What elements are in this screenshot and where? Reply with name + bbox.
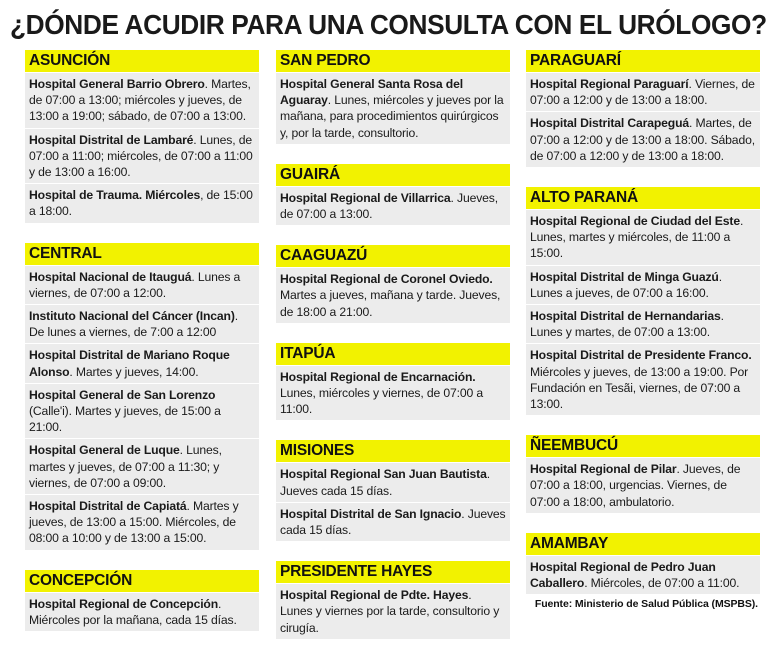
hospital-schedule: . Lunes, martes y jueves, de 07:00 a 11:30; y viernes, de 07:00 a 09:00. <box>29 443 222 490</box>
hospital-entry <box>526 111 760 167</box>
hospital-entry <box>526 72 760 111</box>
region-header: AMAMBAY <box>526 533 760 555</box>
source-note: Fuente: Ministerio de Salud Pública (MSPBS). <box>534 598 758 610</box>
region-header: ÑEEMBUCÚ <box>526 435 760 457</box>
hospital-name: Instituto Nacional del Cáncer (Incan) <box>29 309 235 324</box>
region-section <box>25 243 259 550</box>
region-header: CAAGUAZÚ <box>276 245 510 267</box>
hospital-name: Hospital General Barrio Obrero <box>29 77 205 91</box>
hospital-entry <box>526 304 760 343</box>
region-header: GUAIRÁ <box>276 164 510 186</box>
region-section <box>276 561 510 639</box>
hospital-entry <box>25 438 259 494</box>
hospital-entry <box>276 186 510 225</box>
hospital-entry <box>276 267 510 323</box>
hospital-entry <box>25 72 259 128</box>
hospital-schedule: . Martes y jueves, de 13:00 a 15:00. Miércoles, de 08:00 a 10:00 y de 13:00 a 15:00. <box>29 499 239 546</box>
region-header: PARAGUARÍ <box>526 50 760 72</box>
hospital-name: Hospital Distrital de Lambaré <box>29 132 194 147</box>
region-section <box>276 164 510 225</box>
hospital-schedule: . Lunes, martes y miércoles, de 11:00 a 15:00. <box>530 214 744 261</box>
hospital-name: Hospital Distrital de Presidente Franco. <box>530 348 752 363</box>
region-header: ASUNCIÓN <box>25 50 259 72</box>
hospital-schedule: . Jueves cada 15 días. <box>280 506 506 538</box>
region-section <box>276 343 510 421</box>
region-section <box>276 245 510 323</box>
hospital-schedule: . Viernes, de 07:00 a 12:00 y de 13:00 a 18:00. <box>530 77 755 108</box>
hospital-entry <box>276 502 510 541</box>
hospital-entry <box>526 555 760 594</box>
hospital-name: Hospital Distrital de Minga Guazú <box>530 269 719 284</box>
hospital-schedule: . Jueves, de 07:00 a 18:00, urgencias. Viernes, de 07:00 a 18:00, ambulatorio. <box>530 462 741 509</box>
hospital-name: Hospital General de Luque <box>29 443 180 458</box>
hospital-entry <box>25 343 259 382</box>
hospital-schedule: . Miércoles, de 07:00 a 11:00. <box>584 576 740 591</box>
region-section <box>25 50 259 223</box>
hospital-name: Hospital Distrital de Capiatá <box>29 499 187 514</box>
hospital-schedule: . Martes, de 07:00 a 12:00 y de 13:00 a 18:00. Sábado, de 07:00 a 12:00 y de 13:00 a 18:00. <box>530 116 755 163</box>
hospital-schedule: . Jueves cada 15 días. <box>280 467 490 498</box>
region-section <box>526 187 760 415</box>
hospital-entry <box>25 183 259 222</box>
region-section <box>25 570 259 631</box>
hospital-name: Hospital Regional de Concepción <box>29 596 219 611</box>
region-section <box>526 533 760 594</box>
hospital-schedule: . Lunes y martes, de 07:00 a 13:00. <box>530 309 724 340</box>
hospital-entry <box>276 462 510 501</box>
hospital-name: Hospital Regional de Villarrica <box>280 190 451 205</box>
hospital-name: Hospital Regional de Pilar <box>530 462 677 477</box>
page-title: ¿DÓNDE ACUDIR PARA UNA CONSULTA CON EL URÓLOGO? <box>10 9 767 40</box>
hospital-entry <box>25 592 259 631</box>
hospital-entry <box>276 583 510 639</box>
hospital-name: Hospital Regional de Pedro Juan Caballero <box>530 559 716 591</box>
region-section <box>276 50 510 144</box>
column-middle <box>276 50 510 659</box>
hospital-entry <box>25 383 259 439</box>
hospital-entry <box>276 72 510 144</box>
hospital-schedule: . Lunes y viernes por la tarde, consultorio y cirugía. <box>280 588 500 635</box>
hospital-entry <box>526 265 760 304</box>
column-left <box>25 50 259 651</box>
hospital-entry <box>526 457 760 513</box>
hospital-name: Hospital Distrital de Mariano Roque Alonso <box>29 348 230 379</box>
region-header: PRESIDENTE HAYES <box>276 561 510 583</box>
region-header: MISIONES <box>276 440 510 462</box>
hospital-schedule: (Calle'i). Martes y jueves, de 15:00 a 21:00. <box>29 404 221 435</box>
hospital-schedule: . Lunes a viernes, de 07:00 a 12:00. <box>29 269 241 300</box>
region-header: CENTRAL <box>25 243 259 265</box>
column-right <box>526 50 760 614</box>
hospital-schedule: . Martes y jueves, 14:00. <box>69 364 199 379</box>
hospital-name: Hospital Regional de Pdte. Hayes <box>280 588 469 603</box>
hospital-name: Hospital Nacional de Itauguá <box>29 269 192 284</box>
region-section <box>526 435 760 513</box>
region-header: CONCEPCIÓN <box>25 570 259 592</box>
hospital-schedule: . Lunes, miércoles y jueves por la mañana, para procedimientos quirúrgicos y, por la tarde, consultorio. <box>280 93 504 140</box>
hospital-name: Hospital Regional de Ciudad del Este <box>530 214 740 229</box>
region-section <box>276 440 510 541</box>
region-header: ITAPÚA <box>276 343 510 365</box>
hospital-schedule: . Jueves, de 07:00 a 13:00. <box>280 190 498 222</box>
hospital-entry <box>25 128 259 184</box>
region-header: ALTO PARANÁ <box>526 187 760 209</box>
region-section <box>526 50 760 167</box>
hospital-name: Hospital Regional Paraguarí <box>530 77 689 91</box>
hospital-schedule: , de 15:00 a 18:00. <box>29 188 253 219</box>
hospital-schedule: Martes a jueves, mañana y tarde. Jueves, de 18:00 a 21:00. <box>280 288 501 319</box>
hospital-entry <box>25 494 259 550</box>
hospital-entry <box>276 365 510 421</box>
hospital-name: Hospital General Santa Rosa del Aguaray <box>280 77 463 108</box>
hospital-schedule: Lunes, miércoles y viernes, de 07:00 a 11:00. <box>280 386 483 417</box>
hospital-entry <box>25 304 259 343</box>
hospital-entry <box>25 265 259 304</box>
hospital-name: Hospital Distrital de San Ignacio <box>280 506 462 521</box>
hospital-entry <box>526 209 760 265</box>
hospital-name: Hospital de Trauma. Miércoles <box>29 188 201 203</box>
hospital-schedule: Miércoles y jueves, de 13:00 a 19:00. Por Fundación en Tesãi, viernes, de 07:00 a 13:00. <box>530 364 749 412</box>
hospital-name: Hospital Regional San Juan Bautista <box>280 467 487 482</box>
region-header: SAN PEDRO <box>276 50 510 72</box>
hospital-name: Hospital Distrital de Hernandarias <box>530 309 721 324</box>
hospital-schedule: . Miércoles por la mañana, cada 15 días. <box>29 596 237 627</box>
hospital-schedule: . Lunes, de 07:00 a 11:00; miércoles, de 07:00 a 11:00 y de 13:00 a 16:00. <box>29 132 253 180</box>
hospital-schedule: . Martes, de 07:00 a 13:00; miércoles y jueves, de 13:00 a 19:00; sábado, de 07:00 a 13:00. <box>29 77 251 124</box>
hospital-name: Hospital Distrital Carapeguá <box>530 116 690 131</box>
hospital-name: Hospital General de San Lorenzo <box>29 387 216 402</box>
hospital-name: Hospital Regional de Coronel Oviedo. <box>280 272 493 287</box>
hospital-entry <box>526 343 760 415</box>
hospital-name: Hospital Regional de Encarnación. <box>280 369 476 384</box>
hospital-schedule: . De lunes a viernes, de 7:00 a 12:00 <box>29 309 238 340</box>
hospital-schedule: . Lunes a jueves, de 07:00 a 16:00. <box>530 269 722 300</box>
